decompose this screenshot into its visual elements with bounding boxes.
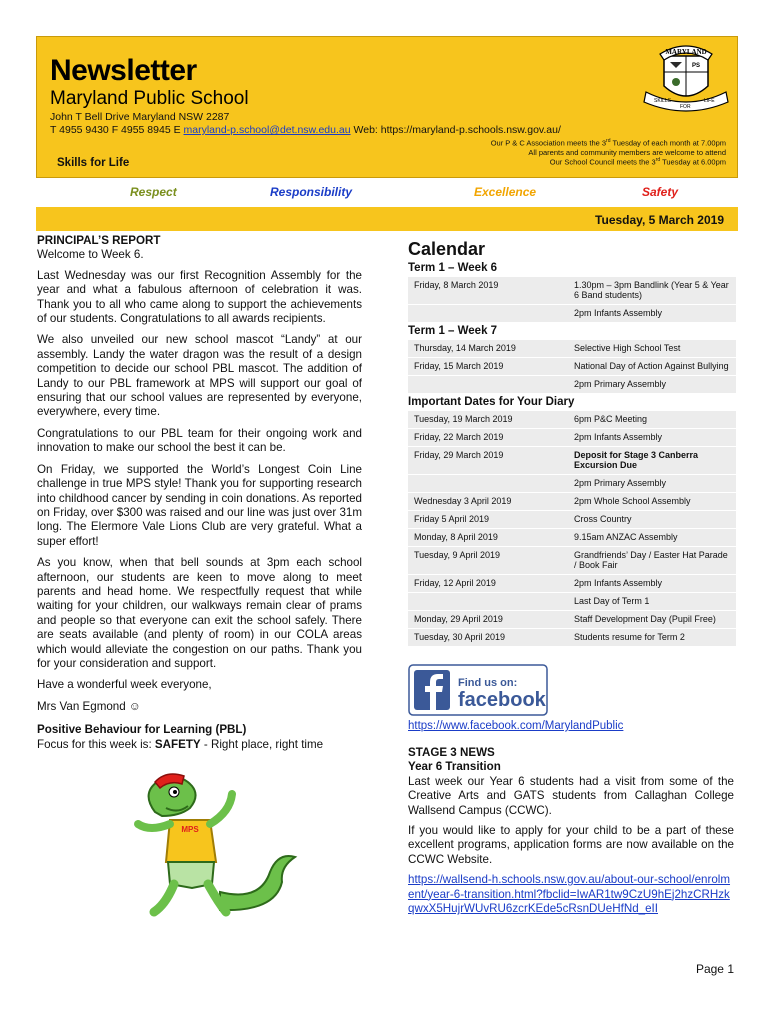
web-address: Web: https://maryland-p.schools.nsw.gov.au/: [350, 124, 561, 136]
school-crest-logo: [640, 42, 732, 114]
svg-text:LIFE: LIFE: [704, 98, 715, 104]
svg-text:Find us on:: Find us on:: [458, 677, 518, 689]
table-row: Friday, 12 April 2019 2pm Infants Assembly: [408, 575, 736, 593]
stage3-news: [408, 746, 734, 922]
calendar-heading-week6: Term 1 – Week 6: [408, 262, 498, 274]
svg-text:MPS: MPS: [181, 825, 199, 834]
table-row: Friday, 15 March 2019 National Day of Action Against Bullying: [408, 358, 736, 376]
table-row: Monday, 29 April 2019 Staff Development Day (Pupil Free): [408, 611, 736, 629]
calendar-table-diary: [408, 411, 736, 647]
svg-text:PS: PS: [691, 63, 701, 69]
facebook-link[interactable]: https://www.facebook.com/MarylandPublic: [408, 720, 624, 732]
table-row: Monday, 8 April 2019 9.15am ANZAC Assembly: [408, 529, 736, 547]
pc-meeting-note: Our P & C Association meets the 3rd Tuesday of each month at 7.00pm: [490, 138, 726, 148]
ccwc-link-block: [408, 873, 734, 916]
calendar-section: [408, 239, 736, 647]
principals-report: [37, 234, 362, 759]
value-responsibility: Responsibility: [270, 185, 353, 199]
school-contact: [50, 124, 561, 136]
report-paragraph: We also unveiled our new school mascot “Landy” at our assembly. Landy the water dragon was the result of a design competition to decide our school PBL mascot. The addition of Landy to our PBL framework at MPS will support our goal of ensuring that our school values are represented by everyone, everywhere, every time.: [37, 333, 362, 419]
table-row: Tuesday, 19 March 2019 6pm P&C Meeting: [408, 411, 736, 429]
calendar-table-week6: [408, 277, 736, 323]
report-paragraph: As you know, when that bell sounds at 3pm each school afternoon, our students are keen to move along to meet parents and head home. We respectfully request that while waiting for your children, our walkways remain clear of prams and people so that everyone can exit the school safely. There are seats available (and plenty of room) in our COLA areas which would alleviate the congestion on our paths. Thank you for your consideration and support.: [37, 556, 362, 670]
principal-heading: PRINCIPAL’S REPORT: [37, 234, 161, 247]
phone-fax: T 4955 9430 F 4955 8945 E: [50, 124, 184, 136]
table-row: Wednesday 3 April 2019 2pm Whole School Assembly: [408, 493, 736, 511]
table-row: Friday 5 April 2019 Cross Country: [408, 511, 736, 529]
table-row: 2pm Primary Assembly: [408, 376, 736, 394]
parents-welcome-note: All parents and community members are welcome to attend: [528, 148, 726, 157]
svg-text:facebook: facebook: [458, 689, 546, 711]
value-excellence: Excellence: [474, 185, 537, 199]
report-paragraph: On Friday, we supported the World’s Longest Coin Line challenge in true MPS style! Thank you for supporting research into childhood cancer by sending in coin donations. As reported on Friday, over $300 was raised and our line was just over 31m long. The Elermore Vale Lions Club are very grateful. What a super effort!: [37, 462, 362, 548]
page-number: Page 1: [695, 962, 734, 976]
school-motto: Skills for Life: [57, 157, 130, 169]
svg-text:FOR: FOR: [680, 104, 691, 110]
report-paragraph: Last Wednesday was our first Recognition Assembly for the year and what a fabulous afternoon of celebration it was. Thank you to all who came along to support the achievements of our students. Congratulations to all awards recipients.: [37, 268, 362, 326]
email-link[interactable]: maryland-p.school@det.nsw.edu.au: [183, 124, 351, 136]
table-row: Thursday, 14 March 2019 Selective High School Test: [408, 340, 736, 358]
svg-text:SKILLS: SKILLS: [654, 98, 671, 104]
svg-text:MARYLAND: MARYLAND: [665, 48, 707, 56]
report-paragraph: Have a wonderful week everyone,: [37, 678, 212, 692]
welcome-line: Welcome to Week 6.: [37, 248, 144, 262]
stage3-heading: STAGE 3 NEWS: [408, 746, 495, 759]
landy-mascot-illustration: [100, 772, 300, 922]
table-row: Tuesday, 30 April 2019 Students resume for Term 2: [408, 629, 736, 647]
table-row: Friday, 8 March 2019 1.30pm – 3pm Bandlink (Year 5 & Year 6 Band students): [408, 277, 736, 305]
value-safety: Safety: [642, 185, 679, 199]
table-row: Tuesday, 9 April 2019 Grandfriends’ Day / Easter Hat Parade / Book Fair: [408, 547, 736, 575]
facebook-badge[interactable]: [408, 664, 548, 716]
stage3-paragraph: If you would like to apply for your child to be a part of these excellent programs, application forms are now available on the CCWC Website.: [408, 824, 734, 866]
pbl-focus: Focus for this week is: SAFETY - Right place, right time: [37, 737, 324, 751]
table-row: Friday, 22 March 2019 2pm Infants Assembly: [408, 429, 736, 447]
school-address: John T Bell Drive Maryland NSW 2287: [50, 111, 230, 123]
pbl-heading: Positive Behaviour for Learning (PBL): [37, 723, 247, 737]
signoff: Mrs Van Egmond ☺: [37, 699, 141, 713]
calendar-heading-diary: Important Dates for Your Diary: [408, 396, 575, 408]
table-row: 2pm Primary Assembly: [408, 475, 736, 493]
table-row: Last Day of Term 1: [408, 593, 736, 611]
newsletter-title: Newsletter: [50, 54, 197, 87]
calendar-heading-week7: Term 1 – Week 7: [408, 325, 498, 337]
school-name: Maryland Public School: [50, 88, 249, 109]
value-respect: Respect: [130, 185, 177, 199]
table-row: Friday, 29 March 2019 Deposit for Stage 3 Canberra Excursion Due: [408, 447, 736, 475]
calendar-table-week7: [408, 340, 736, 394]
calendar-title: Calendar: [408, 239, 486, 259]
issue-date: Tuesday, 5 March 2019: [595, 213, 724, 227]
stage3-subheading: Year 6 Transition: [408, 760, 501, 774]
council-meeting-note: Our School Council meets the 3rd Tuesday at 6.00pm: [549, 157, 726, 167]
stage3-paragraph: Last week our Year 6 students had a visit from some of the Creative Arts and GATS students from Callaghan College Wallsend Campus (CCWC).: [408, 774, 734, 817]
report-paragraph: Congratulations to our PBL team for their ongoing work and innovation to make our school the best it can be.: [37, 426, 362, 455]
table-row: 2pm Infants Assembly: [408, 305, 736, 323]
ccwc-link[interactable]: https://wallsend-h.schools.nsw.gov.au/about-our-school/enrolment/year-6-transition.html?fbclid=IwAR1tw9CzU9hEj2hzCRHzkqwxX5HujrWUvRU6zcrKEde5cRsnDUeHfNd_eII: [408, 873, 731, 916]
